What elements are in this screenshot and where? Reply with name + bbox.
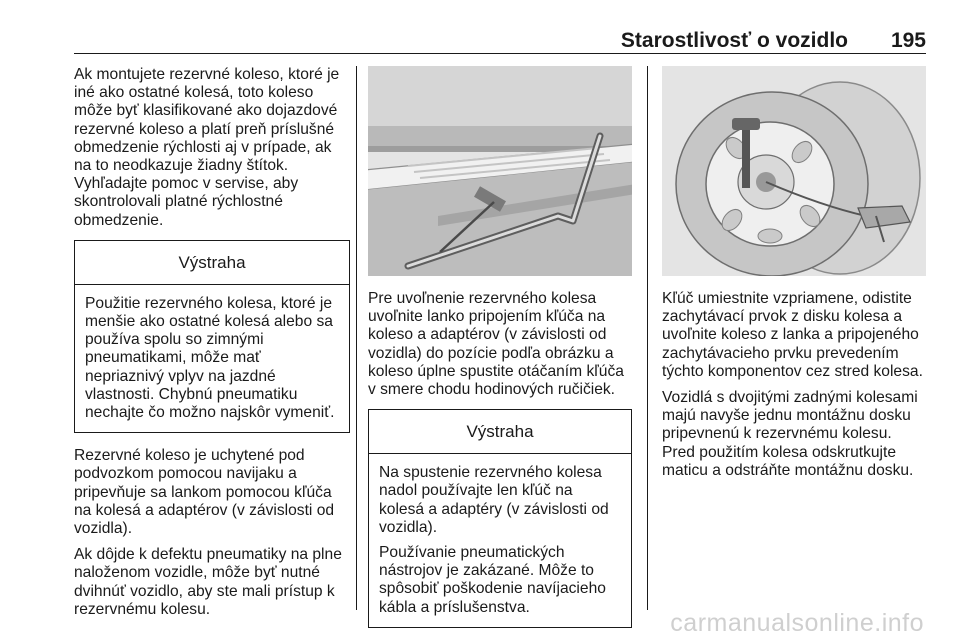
warning-text: Použitie rezervného kolesa, ktoré je menšie ako ostatné kolesá alebo sa používa spolu so zimnými pneumatikami, môže mať nepriaznivý vplyv na jazdné vlastnosti. Chybnú pneumatiku nechajte čo možno najskôr vymeniť. <box>85 294 335 422</box>
warning-title: Výstraha <box>75 241 349 285</box>
watermark: carmanualsonline.info <box>670 609 924 637</box>
spare-wheel-illustration <box>662 66 926 276</box>
page-header <box>74 28 926 54</box>
page-number: 195 <box>890 29 926 52</box>
dual-wheels-instructions: Vozidlá s dvojitými zadnými kolesami majú navyše jednu montážnu dosku pripevnenú k rezervnému kolesu. Pred použitím kolesa odskrutkujte maticu a odstráňte montážnu dosku. <box>662 389 918 479</box>
intro-paragraph: Ak montujete rezervné koleso, ktoré je iné ako ostatné kolesá, toto koleso môže byť klasifikované ako dojazdové rezervné koleso a platí preň príslušné obmedzenie rýchlosti aj v prípade, ak na to neodkazuje žiadny štítok. Vyhľadajte pomoc v servise, aby skontrolovali platné rýchlostné obmedzenie. <box>74 66 340 229</box>
wrench-illustration <box>368 66 632 276</box>
warning-box <box>74 240 350 433</box>
column-divider-2 <box>647 66 648 610</box>
warning-body <box>75 285 349 432</box>
warning-text-2a: Na spustenie rezervného kolesa nadol používajte len kľúč na kolesá a adaptéry (v závislosti od vozidla). <box>379 464 609 536</box>
column-middle <box>368 66 632 642</box>
warning-text-2b: Používanie pneumatických nástrojov je zakázané. Môže to spôsobiť poškodenie navíjacieho kábla a príslušenstva. <box>379 544 606 616</box>
column-left <box>74 66 350 627</box>
warning-body-2 <box>369 454 631 627</box>
key-instructions: Kľúč umiestnite vzpriamene, odistite zachytávací prvok z disku kolesa a uvoľnite koleso z lanka a pripojeného zachytávacieho prvku prevedením týchto komponentov cez stred kolesa. <box>662 290 923 380</box>
column-right <box>662 66 928 488</box>
column-divider-1 <box>356 66 357 610</box>
warning-title-2: Výstraha <box>369 410 631 454</box>
warning-box-2 <box>368 409 632 628</box>
page-title: Starostlivosť o vozidlo <box>620 29 848 52</box>
release-instructions: Pre uvoľnenie rezervného kolesa uvoľnite lanko pripojením kľúča na koleso a adaptérov (v závislosti od vozidla) do pozície podľa obrázku a koleso úplne spustite otáčaním kľúča v smere chodu hodinových ručičiek. <box>368 290 624 399</box>
winch-paragraph: Rezervné koleso je uchytené pod podvozkom pomocou navijaku a pripevňuje sa lankom pomocou kľúča na kolesá a adaptérov (v závislosti od vozidla). <box>74 447 335 538</box>
loaded-vehicle-paragraph: Ak dôjde k defektu pneumatiky na plne naloženom vozidle, môže byť nutné dvihnúť vozidlo, aby ste mali prístup k rezervnému kolesu. <box>74 546 342 618</box>
